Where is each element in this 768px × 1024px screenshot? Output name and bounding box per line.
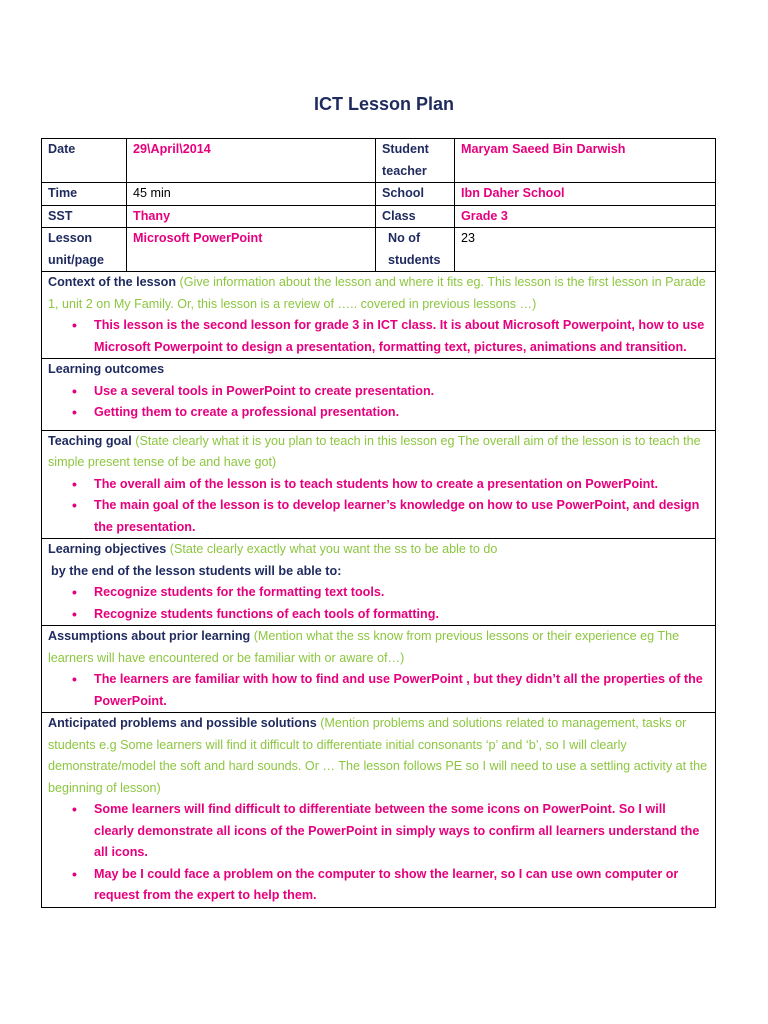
list-item: • Getting them to create a professional presentation. [94,402,709,424]
section-hint: (Give information about the lesson and where it fits eg. This lesson is the first lesson in Parade 1, unit 2 on My Family. Or, this lesson is a review of ….. covered in previous lessons …) [48,275,706,311]
section-hint: (Mention problems and solutions related to management, tasks or students e.g Some learners will find it difficult to differentiate initial consonants ‘p’ and ‘b’, so I will clearly demonstrate/model the soft and hard sounds. Or … The lesson follows PE so I will need to use a settling activity at the beginning of lesson) [48,716,708,795]
students-label: No of students [376,228,455,272]
assumptions-section [42,626,716,713]
list-item: • The overall aim of the lesson is to teach students how to create a presentation on PowerPoint. [94,474,709,496]
list-item: • This lesson is the second lesson for grade 3 in ICT class. It is about Microsoft Powerpoint, how to use Microsoft Powerpoint to design a presentation, formatting text, pictures, animations and transition. [94,315,709,358]
sst-row [42,205,716,228]
time-row [42,183,716,206]
problems-section [42,713,716,908]
sst-value: Thany [127,205,376,228]
school-label: School [376,183,455,206]
outcomes-section [42,359,716,431]
sst-label: SST [42,205,127,228]
students-value: 23 [455,228,716,272]
date-value: 29\April\2014 [127,139,376,183]
list-item: • Some learners will find difficult to differentiate between the some icons on PowerPoint. So I will clearly demonstrate all icons of the PowerPoint in simply ways to confirm all learners understand the all icons. [94,799,709,864]
student-teacher-value: Maryam Saeed Bin Darwish [455,139,716,183]
list-item: • The learners are familiar with how to find and use PowerPoint , but they didn’t all the properties of the PowerPoint. [94,669,709,712]
list-item: • Recognize students functions of each tools of formatting. [94,604,709,626]
section-heading: Anticipated problems and possible solutions [48,716,317,730]
section-heading: Learning outcomes [48,362,165,376]
context-section [42,272,716,359]
section-hint: (Mention what the ss know from previous lessons or their experience eg The learners will have encountered or be familiar with or aware of…) [48,629,680,665]
date-label: Date [42,139,127,183]
lesson-value: Microsoft PowerPoint [127,228,376,272]
class-value: Grade 3 [455,205,716,228]
section-heading: Assumptions about prior learning [48,629,251,643]
lesson-plan-table [41,138,716,908]
section-heading: Learning objectives [48,542,167,556]
list-item: • Use a several tools in PowerPoint to create presentation. [94,381,709,403]
section-heading: Context of the lesson [48,275,177,289]
section-hint: (State clearly what it is you plan to teach in this lesson eg The overall aim of the lesson is to teach the simple present tense of be and have got) [48,433,701,469]
list-item: • The main goal of the lesson is to develop learner’s knowledge on how to use PowerPoint, and design the presentation. [94,495,709,538]
section-subheading: by the end of the lesson students will be able to: [51,563,342,578]
section-heading: Teaching goal [48,433,132,448]
section-hint: (State clearly exactly what you want the ss to be able to do [169,542,498,556]
list-item: • May be I could face a problem on the computer to show the learner, so I can use own computer or request from the expert to help them. [94,864,709,907]
lesson-row [42,228,716,272]
date-row [42,139,716,183]
goal-section [42,430,716,539]
list-item: • Recognize students for the formatting text tools. [94,582,709,604]
lesson-label: Lesson unit/page [42,228,127,272]
school-value: Ibn Daher School [455,183,716,206]
page-title: ICT Lesson Plan [313,94,455,114]
objectives-section [42,539,716,626]
student-teacher-label: Student teacher [376,139,455,183]
class-label: Class [376,205,455,228]
time-label: Time [42,183,127,206]
time-value: 45 min [127,183,376,206]
